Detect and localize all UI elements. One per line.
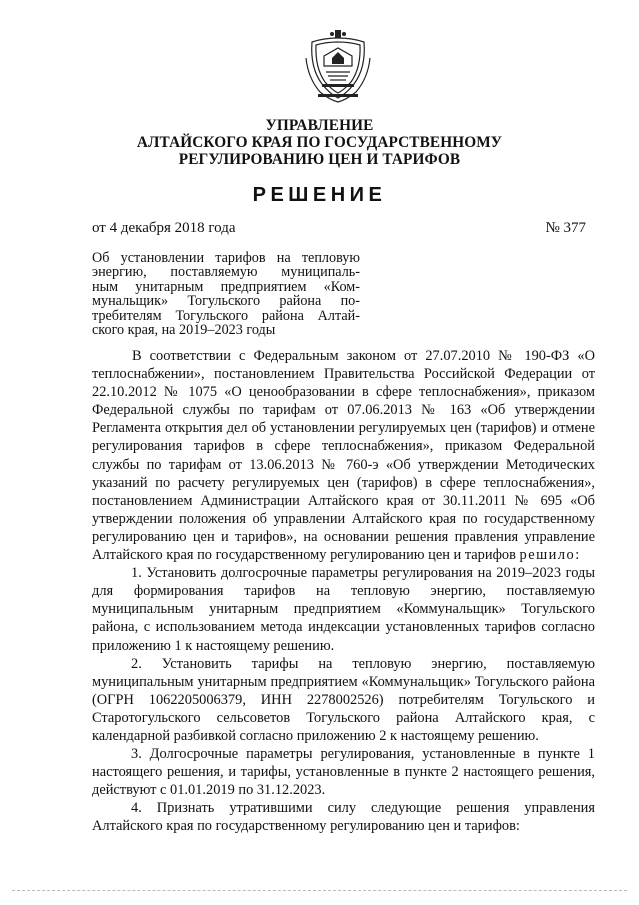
subject-line: требителям Тогульского района Алтай- [92,307,360,324]
item-paragraph: 3. Долгосрочные параметры регулирования, установленные в пункте 1 настоящего решения, и тарифы, установленные в пункте 2 настоящего решения, действуют с 01.01.2019 по 31.12.2023. [92,746,595,799]
subject-line: Об установлении тарифов на тепловую [92,250,360,266]
org-name-line-3: РЕГУЛИРОВАНИЮ ЦЕН И ТАРИФОВ [178,151,461,168]
org-name-line-1: УПРАВЛЕНИЕ [265,117,374,134]
subject-line: мунальщик» Тогульского района по- [92,293,360,310]
subject-line: ным унитарным предприятием «Ком- [92,278,360,295]
document-date: от 4 декабря 2018 года [92,220,236,236]
item-paragraph: 1. Установить долгосрочные параметры регулирования на 2019–2023 годы для формирования тарифов на тепловую энергию, поставляемую муниципальным унитарным предприятием «Коммунальщик» Тогульского района, с использованием метода индексации установленных тарифов согласно приложению 1 к настоящему решению. [92,565,595,654]
item-paragraph: 2. Установить тарифы на тепловую энергию, поставляемую муниципальным унитарным предприятием «Коммунальщик» Тогульского района (ОГРН 1062205006379, ИНН 2278002526) потребителям Тогульского и Старотогульского сельсоветов Тогульского района Алтайского края, с календарной разбивкой согласно приложению 2 к настоящему решению. [92,655,595,744]
document-subject [92,251,360,337]
org-name-line-2: АЛТАЙСКОГО КРАЯ ПО ГОСУДАРСТВЕННОМУ [136,134,503,151]
item-paragraph: 4. Признать утратившими силу следующие решения управления Алтайского края по государственному регулированию цен и тарифов: [92,800,595,835]
document-body [92,347,595,836]
preamble-paragraph [92,347,595,564]
page-bottom-edge [12,890,627,891]
document-title: РЕШЕНИЕ [252,184,387,206]
subject-line: энергию, поставляемую муниципаль- [92,264,360,281]
document-number: № 377 [545,220,586,236]
resolved-word: решило [519,547,576,564]
coat-of-arms-emblem-icon [302,28,374,106]
resolved-colon: : [575,547,580,564]
subject-line: ского края, на 2019–2023 годы [92,322,276,339]
preamble-text: В соответствии с Федеральным законом от 27.07.2010 № 190-ФЗ «О теплоснабжении», постановлением Правительства Российской Федерации от 22.10.2012 № 1075 «О ценообразовании в сфере теплоснабжения», приказом Федеральной службы по тарифам от 07.06.2013 № 163 «Об утверждении Регламента открытия дел об установлении регулируемых цен (тарифов) и отмене регулирования тарифов в сфере теплоснабжения», приказом Федеральной службы по тарифам от 13.06.2013 № 760-э «Об утверждении Методических указаний по расчету регулируемых цен (тарифов) в сфере теплоснабжения», постановлением Администрации Алтайского края от 30.11.2011 № 695 «Об утверждении положения об управлении Алтайского края по государственному регулированию цен и тарифов», на основании решения правления управление Алтайского края по государственному регулированию цен и тарифов [92,348,595,564]
